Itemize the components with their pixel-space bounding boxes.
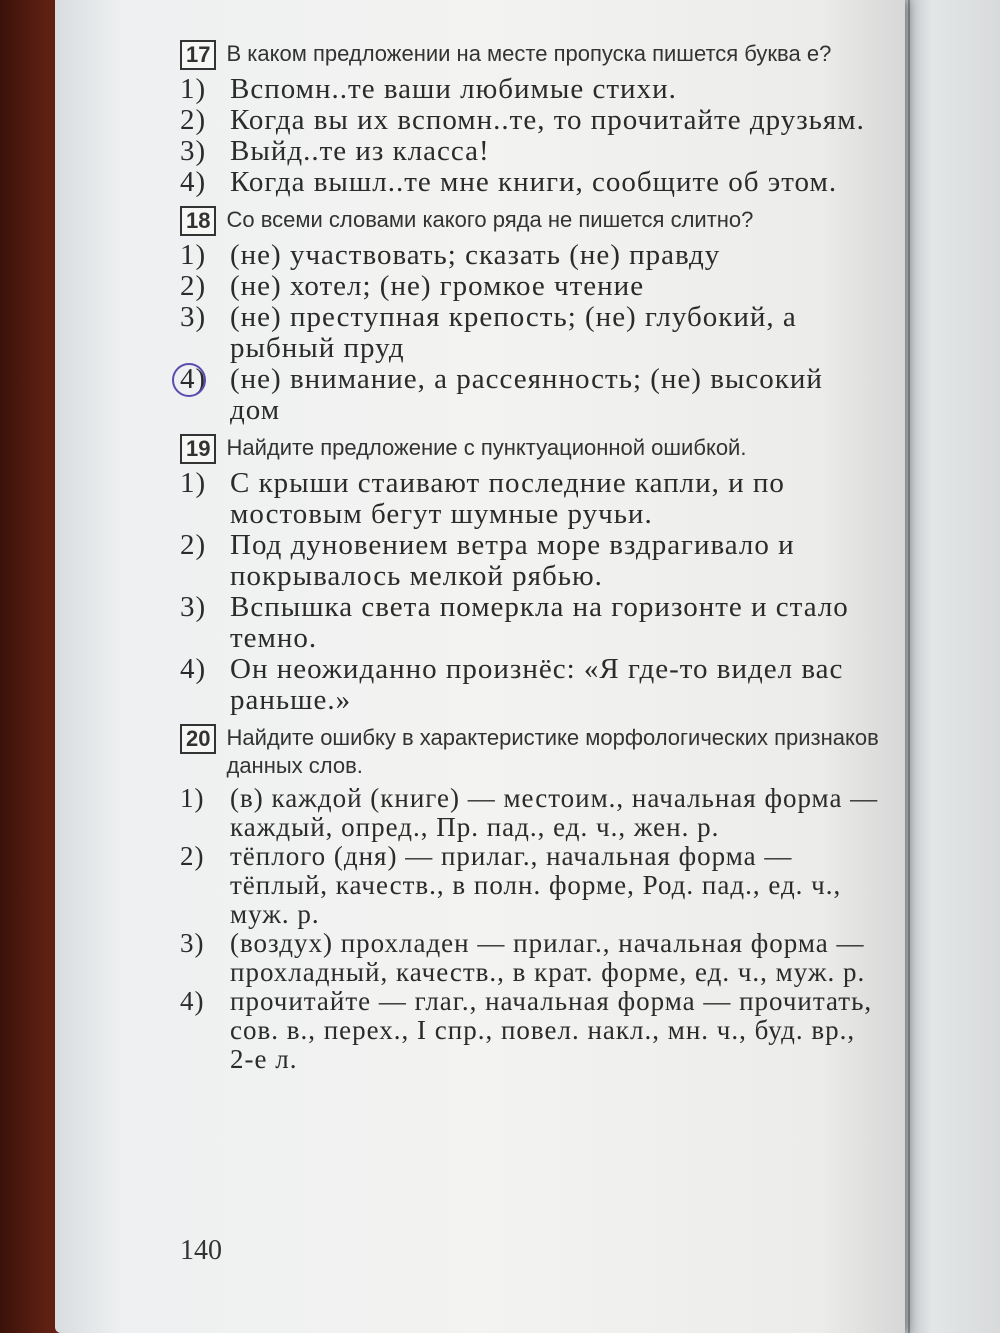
option-number: 4) <box>180 986 205 1016</box>
task-19 <box>180 434 880 716</box>
option-number: 2) <box>180 270 207 302</box>
task-question: Найдите ошибку в характеристике морфологических признаков данных слов. <box>226 725 879 778</box>
task-18 <box>180 206 880 426</box>
option-number: 1) <box>180 467 207 499</box>
option <box>180 987 880 1074</box>
option-text: Когда вышл..те мне книги, сообщите об этом. <box>230 166 838 198</box>
option <box>180 167 880 198</box>
option <box>180 842 880 929</box>
option-text: Вспомн..те ваши любимые стихи. <box>230 73 677 105</box>
option-text: (воздух) прохладен — прилаг., начальная форма — прохладный, качеств., в крат. форме, ед. ч., муж. р. <box>230 928 866 987</box>
task-20 <box>180 724 880 1074</box>
option-text: (не) преступная крепость; (не) глубокий, а рыбный пруд <box>230 301 797 364</box>
options-list <box>180 468 880 716</box>
option <box>180 592 880 654</box>
option-text: Когда вы их вспомн..те, то прочитайте друзьям. <box>230 104 865 136</box>
task-17 <box>180 40 880 198</box>
option-number: 1) <box>180 783 205 813</box>
option <box>180 74 880 105</box>
options-list <box>180 784 880 1074</box>
option-number: 3) <box>180 928 205 958</box>
option-text: (не) участвовать; сказать (не) правду <box>230 239 721 271</box>
option-number: 3) <box>180 301 207 333</box>
task-number: 20 <box>180 724 216 754</box>
task-number: 18 <box>180 206 216 236</box>
option-number: 2) <box>180 841 205 871</box>
option-number: 4) <box>180 166 207 198</box>
page-edge-line <box>908 0 910 1333</box>
task-question: Найдите предложение с пунктуационной ошибкой. <box>226 435 747 460</box>
option-text: (не) хотел; (не) громкое чтение <box>230 270 645 302</box>
task-header <box>180 724 880 780</box>
option-text: (в) каждой (книге) — местоим., начальная форма — каждый, опред., Пр. пад., ед. ч., жен. р. <box>230 783 879 842</box>
task-number: 19 <box>180 434 216 464</box>
option-text: С крыши стаивают последние капли, и по мостовым бегут шумные ручьи. <box>230 467 785 530</box>
option-text: Выйд..те из класса! <box>230 135 490 167</box>
pen-circle-mark <box>172 363 206 397</box>
option <box>180 468 880 530</box>
option <box>180 654 880 716</box>
task-question: В каком предложении на месте пропуска пишется буква е? <box>226 41 832 66</box>
task-number: 17 <box>180 40 216 70</box>
option <box>180 530 880 592</box>
option-text: прочитайте — глаг., начальная форма — прочитать, сов. в., перех., I спр., повел. накл., мн. ч., буд. вр., 2-е л. <box>230 986 873 1074</box>
option <box>180 105 880 136</box>
option-number: 1) <box>180 73 207 105</box>
option-number: 1) <box>180 239 207 271</box>
option-number: 4) <box>180 653 207 685</box>
task-header <box>180 40 880 70</box>
option-text: Вспышка света померкла на горизонте и стало темно. <box>230 591 849 654</box>
option-number: 4) <box>180 363 207 395</box>
option-text: Он неожиданно произнёс: «Я где-то видел вас раньше.» <box>230 653 844 716</box>
option-text: тёплого (дня) — прилаг., начальная форма — тёплый, качеств., в полн. форме, Род. пад., ед. ч., муж. р. <box>230 841 842 929</box>
option <box>180 302 880 364</box>
next-page-edge <box>900 0 1000 1333</box>
option <box>180 271 880 302</box>
task-question: Со всеми словами какого ряда не пишется слитно? <box>226 207 754 232</box>
option <box>180 784 880 842</box>
option-number: 2) <box>180 529 207 561</box>
page-content <box>180 40 880 1082</box>
option-number: 3) <box>180 591 207 623</box>
option <box>180 136 880 167</box>
task-header <box>180 206 880 236</box>
option <box>180 240 880 271</box>
options-list <box>180 74 880 198</box>
page-number: 140 <box>180 1235 222 1266</box>
option <box>180 929 880 987</box>
option-number: 3) <box>180 135 207 167</box>
task-header <box>180 434 880 464</box>
option-number: 2) <box>180 104 207 136</box>
options-list <box>180 240 880 426</box>
option-text: Под дуновением ветра море вздрагивало и покрывалось мелкой рябью. <box>230 529 795 592</box>
option <box>180 364 880 426</box>
option-text: (не) внимание, а рассеянность; (не) высокий дом <box>230 363 823 426</box>
